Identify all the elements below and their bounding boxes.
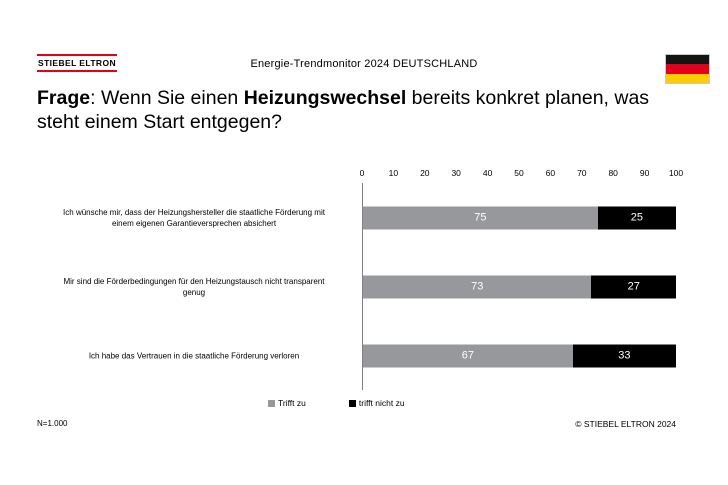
x-axis-tick: 80	[608, 168, 618, 178]
bar-value-label: 25	[630, 211, 643, 224]
chart-row	[0, 252, 728, 321]
legend-label: trifft nicht zu	[358, 398, 405, 408]
bar-value-label: 67	[461, 349, 474, 362]
x-axis-tick: 0	[359, 168, 365, 178]
question-segment: bereits konkret planen, was steht einem Start entgegen?	[37, 87, 650, 133]
x-axis-tick: 100	[668, 168, 684, 178]
bar-segment-trifft-nicht-zu	[598, 206, 676, 229]
x-axis-tick: 30	[451, 168, 461, 178]
sample-size-note: N=1.000	[37, 419, 68, 428]
legend-label: Trifft zu	[278, 398, 306, 408]
bar-segment-trifft-nicht-zu	[591, 275, 676, 298]
x-axis-tick: 70	[577, 168, 587, 178]
flag-stripe	[666, 55, 709, 64]
legend-item	[268, 398, 306, 408]
question-segment: : Wenn Sie einen	[90, 87, 244, 109]
bar-segment-trifft-zu	[363, 206, 598, 229]
copyright-note: © STIEBEL ELTRON 2024	[575, 419, 676, 429]
bar-track	[363, 206, 676, 229]
category-label-line: einem eigenen Garantieversprechen absichert	[111, 218, 277, 228]
bar-value-label: 33	[618, 349, 631, 362]
bar-track	[363, 275, 676, 298]
question-bold-segment: Frage	[37, 87, 91, 109]
chart-legend	[268, 398, 405, 408]
bar-track	[363, 344, 676, 367]
x-axis-tick: 40	[482, 168, 493, 178]
question-bold-segment: Heizungswechsel	[243, 87, 407, 109]
legend-swatch-icon	[268, 400, 275, 407]
category-label	[36, 350, 352, 361]
bar-value-label: 75	[474, 211, 487, 224]
bar-segment-trifft-zu	[363, 344, 573, 367]
category-label-line: Ich wünsche mir, dass der Heizungshersteller die staatliche Förderung mit	[63, 207, 325, 217]
chart-row	[0, 183, 728, 252]
bar-value-label: 73	[471, 280, 484, 293]
category-label	[36, 276, 352, 298]
x-axis-tick: 90	[639, 168, 650, 178]
x-axis-tick: 50	[514, 168, 524, 178]
chart-rows	[0, 183, 728, 390]
document-title: Energie-Trendmonitor 2024 DEUTSCHLAND	[250, 58, 478, 70]
flag-stripe	[666, 74, 709, 83]
x-axis-tick: 10	[388, 168, 399, 178]
bar-segment-trifft-nicht-zu	[573, 344, 676, 367]
category-label-line: Mir sind die Förderbedingungen für den Heizungstausch nicht transparent	[63, 276, 325, 286]
flag-stripe	[666, 64, 709, 73]
question-title	[37, 86, 695, 134]
category-label-line: Ich habe das Vertrauen in die staatliche Förderung verloren	[88, 351, 300, 360]
category-label	[36, 207, 352, 229]
logo-text: STIEBEL ELTRON	[38, 58, 117, 68]
germany-flag-icon	[665, 54, 710, 84]
bar-value-label: 27	[627, 280, 640, 293]
x-axis	[359, 168, 684, 180]
legend-swatch-icon	[349, 400, 356, 407]
chart-row	[0, 321, 728, 390]
x-axis-tick: 20	[420, 168, 430, 178]
legend-item	[349, 398, 405, 408]
bar-segment-trifft-zu	[363, 275, 591, 298]
category-label-line: genug	[182, 287, 206, 297]
x-axis-tick: 60	[545, 168, 556, 178]
